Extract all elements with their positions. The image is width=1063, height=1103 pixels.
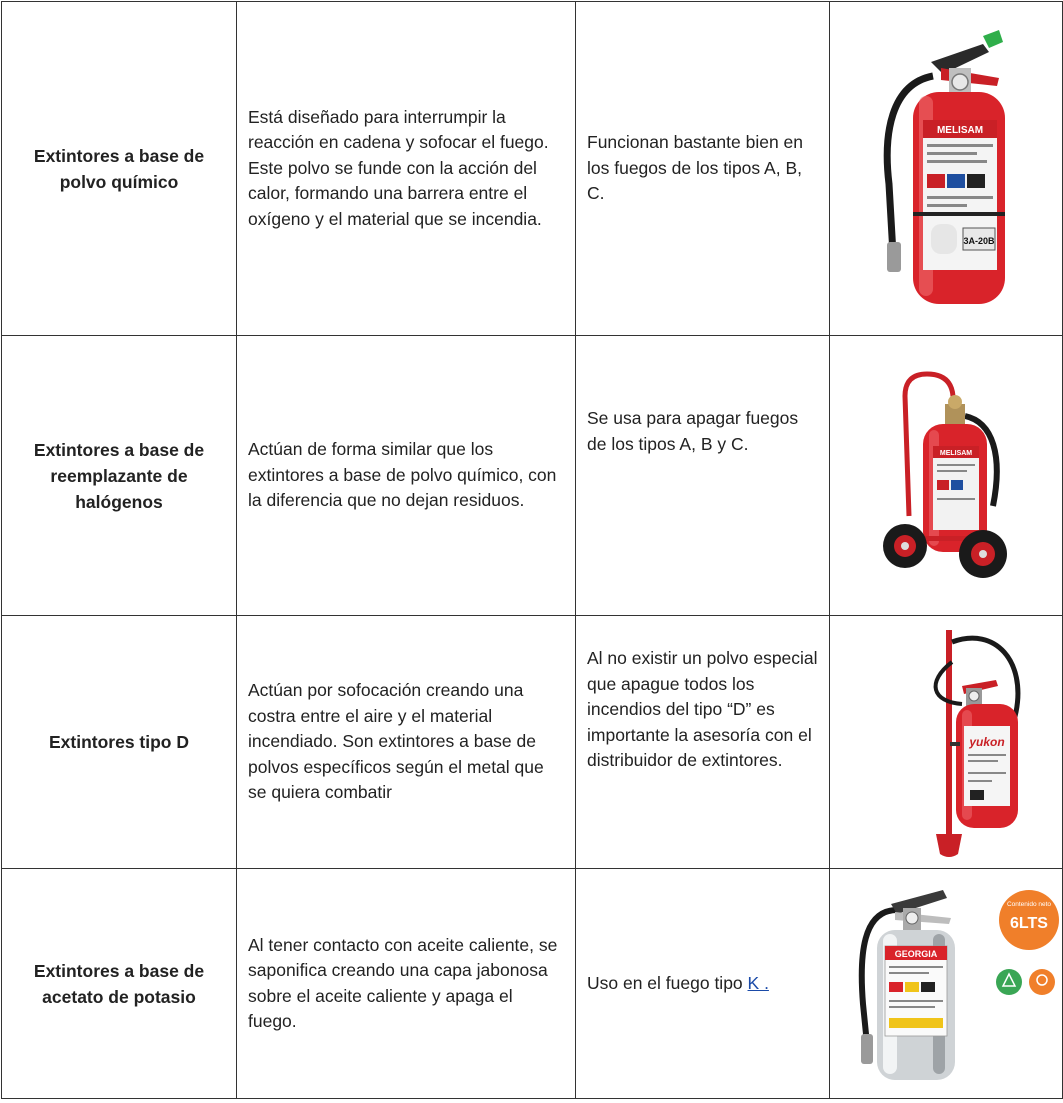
- extinguisher-usage: [576, 869, 830, 1099]
- extinguisher-usage: Se usa para apagar fuegos de los tipos A, B y C.: [587, 408, 799, 454]
- svg-text:MELISAM: MELISAM: [936, 124, 984, 136]
- fire-type-k-link[interactable]: K .: [747, 972, 769, 993]
- svg-text:GEORGIA: GEORGIA: [894, 948, 938, 959]
- extinguisher-name: Extintores a base de polvo químico: [2, 2, 237, 336]
- svg-text:3A-20B: 3A-20B: [963, 235, 995, 246]
- stainless-extinguisher-icon: [833, 884, 1059, 1084]
- table-row: [2, 616, 1063, 869]
- extinguisher-image-cell: [830, 616, 1063, 869]
- extinguisher-name: Extintores a base de acetato de potasio: [2, 869, 237, 1099]
- table-row: [2, 2, 1063, 336]
- extinguisher-usage: Al no existir un polvo especial que apague todos los incendios del tipo “D” es importante la asesoría con el distribuidor de extintores.: [587, 648, 818, 770]
- extinguisher-name: Extintores a base de reemplazante de halógenos: [2, 336, 237, 616]
- wheeled-extinguisher-icon: [881, 366, 1011, 586]
- extinguisher-description: Está diseñado para interrumpir la reacción en cadena y sofocar el fuego. Este polvo se funde con la acción del calor, formando una barrera entre el oxígeno y el material que se incendia.: [237, 2, 576, 336]
- table-row: [2, 336, 1063, 616]
- extinguisher-types-table: [1, 1, 1063, 1099]
- svg-text:yukon: yukon: [969, 735, 1005, 749]
- extinguisher-with-lance-icon: [866, 622, 1026, 862]
- usage-text: Uso en el fuego tipo: [587, 972, 748, 993]
- extinguisher-description: Actúan por sofocación creando una costra entre el aire y el material incendiado. Son extintores a base de polvos específicos según el metal que se quiera combatir: [237, 616, 576, 869]
- extinguisher-description: Al tener contacto con aceite caliente, se saponifica creando una capa jabonosa sobre el aceite caliente y apaga el fuego.: [237, 869, 576, 1099]
- extinguisher-name: Extintores tipo D: [2, 616, 237, 869]
- table-row: [2, 869, 1063, 1099]
- extinguisher-usage: Funcionan bastante bien en los fuegos de los tipos A, B, C.: [576, 2, 830, 336]
- extinguisher-image-cell: [830, 336, 1063, 616]
- extinguisher-icon: [871, 24, 1021, 314]
- svg-text:6LTS: 6LTS: [1010, 914, 1048, 932]
- extinguisher-description: Actúan de forma similar que los extintores a base de polvo químico, con la diferencia que no dejan residuos.: [237, 336, 576, 616]
- svg-text:Contenido neto: Contenido neto: [1006, 900, 1052, 908]
- extinguisher-image-cell: [830, 869, 1063, 1099]
- svg-text:MELISAM: MELISAM: [939, 449, 973, 457]
- extinguisher-image-cell: [830, 2, 1063, 336]
